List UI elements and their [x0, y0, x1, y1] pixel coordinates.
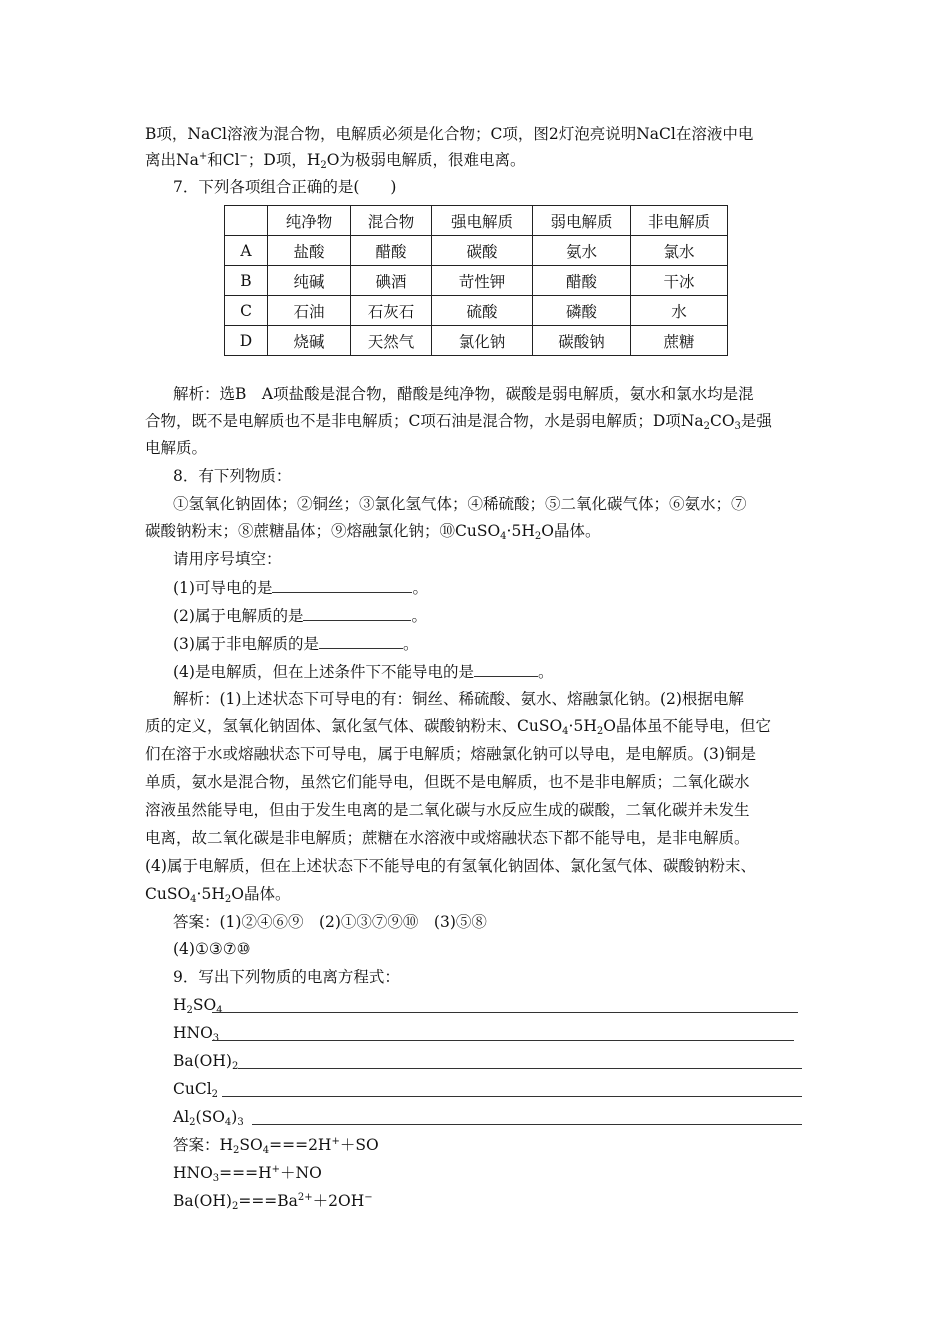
table-cell: 碳酸钠	[533, 326, 631, 356]
sub-question: (3)属于非电解质的是 。	[173, 632, 418, 655]
question-line: ①氢氧化钠固体；②铜丝；③氯化氢气体；④稀硫酸；⑤二氧化碳气体；⑥氨水；⑦	[173, 495, 747, 513]
table-cell: 氯化钠	[432, 326, 533, 356]
question-8: 8．有下列物质：	[173, 467, 292, 485]
answer-blank[interactable]	[474, 660, 538, 677]
table-cell: D	[225, 326, 268, 356]
table-cell: 干冰	[631, 266, 728, 296]
table-cell: A	[225, 236, 268, 266]
table-cell: 纯净物	[268, 206, 351, 236]
sub-question: (2)属于电解质的是 。	[173, 604, 427, 627]
table-cell: C	[225, 296, 268, 326]
answer-blank[interactable]	[303, 604, 411, 621]
table-row	[225, 326, 728, 356]
table-cell: 磷酸	[533, 296, 631, 326]
table-cell: 水	[631, 296, 728, 326]
table-cell: 弱电解质	[533, 206, 631, 236]
table-cell: 强电解质	[432, 206, 533, 236]
paragraph-line: 离出Na+和Cl−；D项，H2O为极弱电解质，很难电离。	[145, 151, 526, 171]
table-cell: 盐酸	[268, 236, 351, 266]
answer-line: 答案：(1)②④⑥⑨ (2)①③⑦⑨⑩ (3)⑤⑧	[173, 913, 487, 931]
question-9: 9．写出下列物质的电离方程式：	[173, 968, 400, 986]
explanation-line: 质的定义，氢氧化钠固体、氯化氢气体、碳酸钠粉末、CuSO4·5H2O晶体虽不能导电，但它	[145, 717, 771, 737]
formula-label: Al2(SO4)3	[173, 1108, 244, 1128]
answer-line: HNO3===H+＋NO	[173, 1164, 322, 1184]
formula-label: CuCl2	[173, 1080, 219, 1100]
table-cell: 石油	[268, 296, 351, 326]
answer-blank[interactable]	[319, 632, 403, 649]
answer-line: 答案：H2SO4===2H+＋SO	[173, 1136, 379, 1156]
explanation-line: CuSO4·5H2O晶体。	[145, 885, 291, 905]
question-line: 请用序号填空：	[173, 550, 282, 568]
table-cell: 非电解质	[631, 206, 728, 236]
analysis-line: 解析：选B A项盐酸是混合物，醋酸是纯净物，碳酸是弱电解质，氨水和氯水均是混	[173, 385, 754, 403]
explanation-line: 们在溶于水或熔融状态下可导电，属于电解质；熔融氯化钠可以导电，是电解质。(3)铜是	[145, 745, 756, 763]
explanation-line: 电离，故二氧化碳是非电解质；蔗糖在水溶液中或熔融状态下都不能导电，是非电解质。	[145, 829, 750, 847]
table-cell: 醋酸	[533, 266, 631, 296]
table-row	[225, 296, 728, 326]
explanation-line: 单质，氨水是混合物，虽然它们能导电，但既不是电解质，也不是非电解质；二氧化碳水	[145, 773, 750, 791]
analysis-line: 合物，既不是电解质也不是非电解质；C项石油是混合物，水是弱电解质；D项Na2CO3是强	[145, 412, 772, 432]
table-cell: 碘酒	[351, 266, 432, 296]
answer-rule[interactable]	[212, 1040, 794, 1041]
formula-label: HNO3	[173, 1024, 220, 1044]
table-cell: 烧碱	[268, 326, 351, 356]
sub-question: (1)可导电的是 。	[173, 576, 428, 599]
question-7: 7．下列各项组合正确的是( )	[173, 178, 397, 196]
answer-rule[interactable]	[238, 1068, 802, 1069]
table-cell: 石灰石	[351, 296, 432, 326]
paragraph-line: B项，NaCl溶液为混合物，电解质必须是化合物；C项，图2灯泡亮说明NaCl在溶液中电	[145, 125, 754, 143]
answer-rule[interactable]	[212, 1012, 798, 1013]
table-cell: 氯水	[631, 236, 728, 266]
explanation-line: 溶液虽然能导电，但由于发生电离的是二氧化碳与水反应生成的碳酸，二氧化碳并未发生	[145, 801, 750, 819]
table-cell: 苛性钾	[432, 266, 533, 296]
answer-line: $Ba(OH)2===Ba^{2+}+2OH^-$	[173, 1192, 373, 1212]
table-cell: 醋酸	[351, 236, 432, 266]
table-cell: 蔗糖	[631, 326, 728, 356]
formula-label: H2SO4	[173, 996, 223, 1016]
explanation-line: 解析：(1)上述状态下可导电的有：铜丝、稀硫酸、氨水、熔融氯化钠。(2)根据电解	[173, 690, 744, 708]
answer-blank[interactable]	[272, 576, 412, 593]
table-cell: 混合物	[351, 206, 432, 236]
analysis-line: 电解质。	[145, 439, 208, 457]
options-table	[224, 205, 728, 356]
table-row	[225, 266, 728, 296]
answer-rule[interactable]	[252, 1124, 802, 1125]
question-line: 碳酸钠粉末；⑧蔗糖晶体；⑨熔融氯化钠；⑩CuSO4·5H2O晶体。	[145, 522, 601, 542]
table-cell: 氨水	[533, 236, 631, 266]
table-cell: 天然气	[351, 326, 432, 356]
answer-rule[interactable]	[222, 1096, 802, 1097]
table-row	[225, 236, 728, 266]
formula-label: Ba(OH)2	[173, 1052, 239, 1072]
sub-question: (4)是电解质，但在上述条件下不能导电的是 。	[173, 660, 553, 683]
table-cell	[225, 206, 268, 236]
table-cell: B	[225, 266, 268, 296]
answer-line: (4)①③⑦⑩	[173, 940, 251, 958]
table-cell: 碳酸	[432, 236, 533, 266]
table-header-row	[225, 206, 728, 236]
table-cell: 硫酸	[432, 296, 533, 326]
explanation-line: (4)属于电解质，但在上述状态下不能导电的有氢氧化钠固体、氯化氢气体、碳酸钠粉末、	[145, 857, 756, 875]
table-cell: 纯碱	[268, 266, 351, 296]
